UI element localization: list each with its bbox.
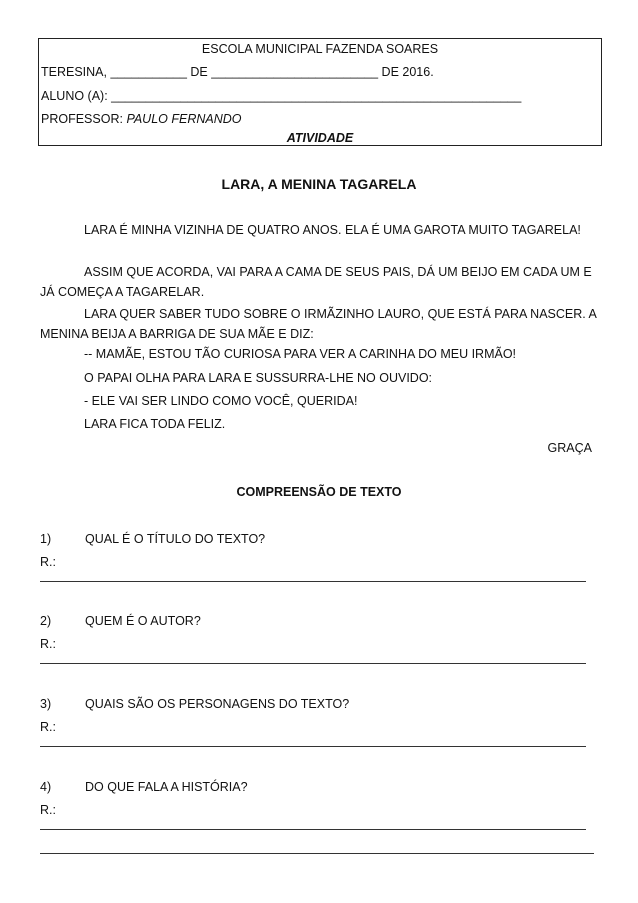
answer-line[interactable] <box>40 581 586 582</box>
answer-label: R.: <box>40 555 56 569</box>
answer-label: R.: <box>40 637 56 651</box>
story-author: GRAÇA <box>547 441 592 455</box>
answer-line[interactable] <box>40 829 586 830</box>
teacher-line <box>41 112 242 126</box>
question-number: 1) <box>40 532 52 546</box>
story-paragraph: ASSIM QUE ACORDA, VAI PARA A CAMA DE SEUS PAIS, DÁ UM BEIJO EM CADA UM E JÁ COMEÇA A TAGARELAR. <box>40 265 592 299</box>
section-title: COMPREENSÃO DE TEXTO <box>236 485 402 499</box>
question-number: 2) <box>40 614 52 628</box>
answer-label: R.: <box>40 803 56 817</box>
activity-label: ATIVIDADE <box>286 131 354 145</box>
question-text: QUEM É O AUTOR? <box>85 614 201 628</box>
story-paragraph: LARA FICA TODA FELIZ. <box>84 417 226 431</box>
answer-line[interactable] <box>40 853 594 854</box>
header-box <box>38 38 602 146</box>
question-number: 3) <box>40 697 52 711</box>
teacher-name: PAULO FERNANDO <box>126 112 242 126</box>
story-paragraph: -- MAMÃE, ESTOU TÃO CURIOSA PARA VER A CARINHA DO MEU IRMÃO! <box>84 347 517 361</box>
story-paragraph: O PAPAI OLHA PARA LARA E SUSSURRA-LHE NO OUVIDO: <box>84 371 433 385</box>
question-text: QUAL É O TÍTULO DO TEXTO? <box>85 532 266 546</box>
question-text: DO QUE FALA A HISTÓRIA? <box>85 780 248 794</box>
question-text: QUAIS SÃO OS PERSONAGENS DO TEXTO? <box>85 697 350 711</box>
story-paragraph: LARA É MINHA VIZINHA DE QUATRO ANOS. ELA É UMA GAROTA MUITO TAGARELA! <box>84 223 581 237</box>
student-name-line: ALUNO (A): ___________________________________________________________ <box>41 89 522 103</box>
answer-line[interactable] <box>40 746 586 747</box>
city-date-line: TERESINA, ___________ DE ________________________ DE 2016. <box>41 65 434 79</box>
teacher-label: PROFESSOR: <box>41 112 127 126</box>
story-title: LARA, A MENINA TAGARELA <box>221 176 417 192</box>
question-number: 4) <box>40 780 52 794</box>
story-paragraph: - ELE VAI SER LINDO COMO VOCÊ, QUERIDA! <box>84 394 358 408</box>
answer-label: R.: <box>40 720 56 734</box>
answer-line[interactable] <box>40 663 586 664</box>
school-name: ESCOLA MUNICIPAL FAZENDA SOARES <box>201 42 439 56</box>
story-paragraph: LARA QUER SABER TUDO SOBRE O IRMÃZINHO LAURO, QUE ESTÁ PARA NASCER. A MENINA BEIJA A BARRIGA DE SUA MÃE E DIZ: <box>40 307 597 341</box>
